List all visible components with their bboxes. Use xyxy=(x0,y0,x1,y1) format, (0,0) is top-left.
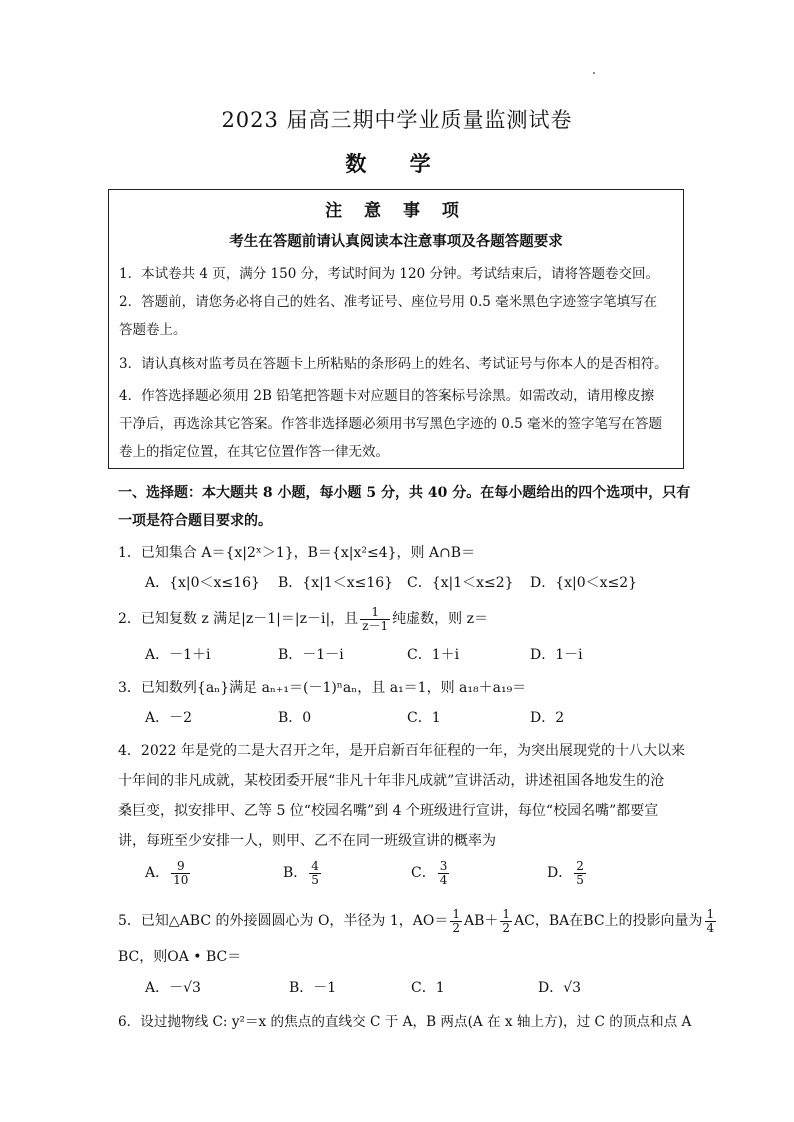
q1-option-d: D．{x|0＜x≤2} xyxy=(530,575,638,591)
option-label: C． xyxy=(411,865,436,882)
question-5-stem xyxy=(118,908,718,934)
q2-option-c: C．1＋i xyxy=(407,647,460,663)
notice-line: 卷上的指定位置，在其它位置作答一律无效。 xyxy=(119,444,389,460)
q5-fraction-1 xyxy=(450,908,462,934)
q4-option-d xyxy=(547,860,588,886)
exam-subject: 数 学 xyxy=(345,151,449,176)
frac-den: 10 xyxy=(173,872,189,887)
q5-stem-part: 5．已知△ABC 的外接圆圆心为 O，半径为 1，AO＝ xyxy=(118,913,449,930)
question-6-stem: 6．设过抛物线 C: y²＝x 的焦点的直线交 C 于 A，B 两点(A 在 x 轴上方)，过 C 的顶点和点 A xyxy=(118,1014,692,1030)
frac-den: 5 xyxy=(576,872,584,887)
frac-num: 1 xyxy=(502,907,511,921)
option-label: A． xyxy=(145,865,170,882)
question-4-line: 十年间的非凡成就，某校团委开展“非凡十年非凡成就”宣讲活动，讲述祖国各地发生的沧 xyxy=(118,773,665,789)
option-label: B． xyxy=(283,865,308,882)
option-fraction xyxy=(171,860,190,886)
frac-den: 2 xyxy=(502,920,511,935)
notice-line: 答题卷上。 xyxy=(119,322,187,338)
notice-line: 3．请认真核对监考员在答题卡上所粘贴的条形码上的姓名、考试证号与你本人的是否相符。 xyxy=(119,356,668,372)
q5-fraction-3 xyxy=(705,908,717,934)
q5-option-c: C．1 xyxy=(411,980,445,996)
q2-frac-num: 1 xyxy=(360,606,390,620)
frac-den: 4 xyxy=(439,872,448,887)
section-heading: 一、选择题：本大题共 8 小题，每小题 5 分，共 40 分。在每小题给出的四个选项中，只有 xyxy=(118,485,691,501)
notice-line: 1．本试卷共 4 页，满分 150 分，考试时间为 120 分钟。考试结束后，请将答题卷交回。 xyxy=(119,266,659,282)
frac-num: 4 xyxy=(311,859,319,873)
notice-line: 2．答题前，请您务必将自己的姓名、准考证号、座位号用 0.5 毫米黑色字迹签字笔填写在 xyxy=(119,294,658,310)
frac-num: 2 xyxy=(576,859,584,873)
q2-stem-part: 2．已知复数 z 满足|z－1|＝|z－i|，且 xyxy=(118,611,359,628)
scan-speck xyxy=(593,72,595,74)
q3-option-c: C．1 xyxy=(407,710,441,726)
question-4-line: 讲，每班至少安排一人，则甲、乙不在同一班级宣讲的概率为 xyxy=(118,833,496,849)
q5-option-b: B．－1 xyxy=(289,980,337,996)
option-label: D． xyxy=(547,865,573,882)
frac-num: 1 xyxy=(452,907,461,921)
q3-option-d: D．2 xyxy=(530,710,565,726)
question-3-stem: 3．已知数列{aₙ}满足 aₙ₊₁＝(－1)ⁿaₙ，且 a₁＝1，则 a₁₈＋a₁₉＝ xyxy=(118,680,527,696)
frac-num: 3 xyxy=(439,859,448,873)
notice-line: 干净后，再选涂其它答案。作答非选择题必须用书写黑色字迹的 0.5 毫米的签字笔写在答题 xyxy=(119,416,663,432)
q5-option-d: D．√3 xyxy=(538,980,582,996)
q2-frac-den: z－1 xyxy=(362,618,389,633)
question-5-line-2: BC，则OA • BC＝ xyxy=(118,949,242,965)
option-fraction xyxy=(574,860,586,886)
q5-stem-part: AC，BA在BC上的投影向量为 xyxy=(514,913,703,930)
q4-option-a xyxy=(145,860,192,886)
notice-line: 4．作答选择题必须用 2B 铅笔把答题卡对应题目的答案标号涂黑。如需改动，请用橡皮擦 xyxy=(119,388,655,404)
option-fraction xyxy=(309,860,321,886)
q5-stem-part: AB＋ xyxy=(464,913,499,930)
frac-num: 9 xyxy=(171,860,190,874)
q5-fraction-2 xyxy=(500,908,512,934)
question-4-line: 4．2022 年是党的二是大召开之年，是开启新百年征程的一年，为突出展现党的十八大以来 xyxy=(118,743,685,759)
exam-title: 2023 届高三期中学业质量监测试卷 xyxy=(221,108,573,132)
q4-option-b xyxy=(283,860,323,886)
notice-heading: 注 意 事 项 xyxy=(325,201,467,221)
frac-den: 2 xyxy=(452,920,461,935)
q4-option-c xyxy=(411,860,451,886)
q2-option-d: D．1－i xyxy=(530,647,583,663)
q3-option-a: A．－2 xyxy=(145,710,193,726)
q1-option-a: A．{x|0＜x≤16} xyxy=(145,575,260,591)
q2-option-b: B．－1－i xyxy=(278,647,344,663)
q5-option-a: A．－√3 xyxy=(145,980,201,996)
q3-option-b: B．0 xyxy=(278,710,312,726)
frac-den: 4 xyxy=(706,920,715,935)
q1-option-c: C．{x|1＜x≤2} xyxy=(407,575,514,591)
option-fraction xyxy=(438,860,450,886)
notice-subheading: 考生在答题前请认真阅读本注意事项及各题答题要求 xyxy=(229,233,563,250)
section-heading-cont: 一项是符合题目要求的。 xyxy=(118,513,272,529)
q2-stem-part: 纯虚数，则 z＝ xyxy=(392,611,488,628)
frac-den: 5 xyxy=(311,872,319,887)
notice-box xyxy=(108,189,684,469)
q1-option-b: B．{x|1＜x≤16} xyxy=(278,575,394,591)
question-2-stem xyxy=(118,606,488,632)
question-4-line: 桑巨变，拟安排甲、乙等 5 位“校园名嘴”到 4 个班级进行宣讲，每位“校园名嘴”都要宣 xyxy=(118,803,659,819)
frac-num: 1 xyxy=(706,907,715,921)
question-1-stem: 1．已知集合 A＝{x|2ˣ＞1}，B＝{x|x²≤4}，则 A∩B＝ xyxy=(118,545,476,561)
q2-option-a: A．－1＋i xyxy=(145,647,211,663)
q2-fraction xyxy=(360,606,390,632)
